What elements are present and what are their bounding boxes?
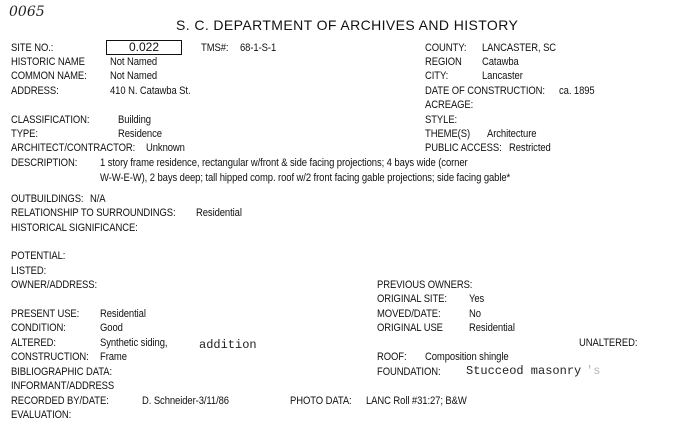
common-name-value: Not Named xyxy=(110,70,158,82)
site-no-box xyxy=(106,40,182,55)
moved-date-value: No xyxy=(469,308,481,320)
city-label: CITY: xyxy=(425,70,449,82)
altered-typed-addition: addition xyxy=(199,338,257,352)
description-label: DESCRIPTION: xyxy=(11,157,78,169)
original-site-label: ORIGINAL SITE: xyxy=(377,293,447,305)
condition-value: Good xyxy=(100,322,123,334)
site-no-value: 0.022 xyxy=(128,40,160,54)
themes-value: Architecture xyxy=(487,128,537,140)
public-access-label: PUBLIC ACCESS: xyxy=(425,142,502,154)
tms-value: 68-1-S-1 xyxy=(240,42,277,54)
unaltered-label: UNALTERED: xyxy=(579,337,638,349)
historical-significance-label: HISTORICAL SIGNIFICANCE: xyxy=(11,222,138,234)
classification-label: CLASSIFICATION: xyxy=(11,114,90,126)
common-name-label: COMMON NAME: xyxy=(11,70,87,82)
acreage-label: ACREAGE: xyxy=(425,99,474,111)
foundation-typed-value: Stucceod masonry xyxy=(466,364,582,378)
type-value: Residence xyxy=(118,128,162,140)
construction-label: CONSTRUCTION: xyxy=(11,351,89,363)
classification-value: Building xyxy=(118,114,151,126)
previous-owners-label: PREVIOUS OWNERS: xyxy=(377,279,473,291)
evaluation-label: EVALUATION: xyxy=(11,409,72,421)
date-of-construction-value: ca. 1895 xyxy=(559,85,595,97)
public-access-value: Restricted xyxy=(509,142,551,154)
outbuildings-label: OUTBUILDINGS: xyxy=(11,193,84,205)
listed-label: LISTED: xyxy=(11,265,47,277)
tms-label: TMS#: xyxy=(201,42,229,54)
relationship-label: RELATIONSHIP TO SURROUNDINGS: xyxy=(11,207,176,219)
owner-address-label: OWNER/ADDRESS: xyxy=(11,279,98,291)
altered-value: Synthetic siding, xyxy=(100,337,168,349)
foundation-label: FOUNDATION: xyxy=(377,366,441,378)
foundation-faint-tail: 's xyxy=(586,364,601,378)
altered-label: ALTERED: xyxy=(11,337,56,349)
moved-date-label: MOVED/DATE: xyxy=(377,308,441,320)
description-line-1: 1 story frame residence, rectangular w/front & side facing projections; 4 bays wide (corner xyxy=(100,157,468,169)
architect-value: Unknown xyxy=(146,142,185,154)
themes-label: THEME(S) xyxy=(425,128,471,140)
county-value: LANCASTER, SC xyxy=(482,42,557,54)
roof-value: Composition shingle xyxy=(425,351,509,363)
architect-label: ARCHITECT/CONTRACTOR: xyxy=(11,142,136,154)
region-label: REGION xyxy=(425,56,462,68)
date-of-construction-label: DATE OF CONSTRUCTION: xyxy=(425,85,545,97)
photo-data-label: PHOTO DATA: xyxy=(290,395,352,407)
original-site-value: Yes xyxy=(469,293,485,305)
informant-label: INFORMANT/ADDRESS xyxy=(11,380,115,392)
bibliographic-label: BIBLIOGRAPHIC DATA: xyxy=(11,366,113,378)
historic-name-value: Not Named xyxy=(110,56,158,68)
historic-name-label: HISTORIC NAME xyxy=(11,56,85,68)
present-use-label: PRESENT USE: xyxy=(11,308,80,320)
original-use-value: Residential xyxy=(469,322,515,334)
potential-label: POTENTIAL: xyxy=(11,250,66,262)
recorded-by-value: D. Schneider-3/11/86 xyxy=(142,395,229,407)
relationship-value: Residential xyxy=(196,207,242,219)
outbuildings-value: N/A xyxy=(90,193,106,205)
type-label: TYPE: xyxy=(11,128,38,140)
city-value: Lancaster xyxy=(482,70,523,82)
original-use-label: ORIGINAL USE xyxy=(377,322,443,334)
roof-label: ROOF: xyxy=(377,351,407,363)
county-label: COUNTY: xyxy=(425,42,467,54)
photo-data-value: LANC Roll #31:27; B&W xyxy=(366,395,467,407)
address-label: ADDRESS: xyxy=(11,85,59,97)
region-value: Catawba xyxy=(482,56,519,68)
description-line-2: W-W-E-W), 2 bays deep; tall hipped comp. roof w/2 front facing gable projections; side facing gable* xyxy=(100,172,511,184)
present-use-value: Residential xyxy=(100,308,146,320)
recorded-by-label: RECORDED BY/DATE: xyxy=(11,395,109,407)
form-title: S. C. DEPARTMENT OF ARCHIVES AND HISTORY xyxy=(176,17,519,33)
construction-value: Frame xyxy=(100,351,127,363)
handwritten-page-number: 0065 xyxy=(9,4,45,20)
site-no-label: SITE NO.: xyxy=(11,42,54,54)
address-value: 410 N. Catawba St. xyxy=(110,85,191,97)
style-label: STYLE: xyxy=(425,114,458,126)
condition-label: CONDITION: xyxy=(11,322,66,334)
